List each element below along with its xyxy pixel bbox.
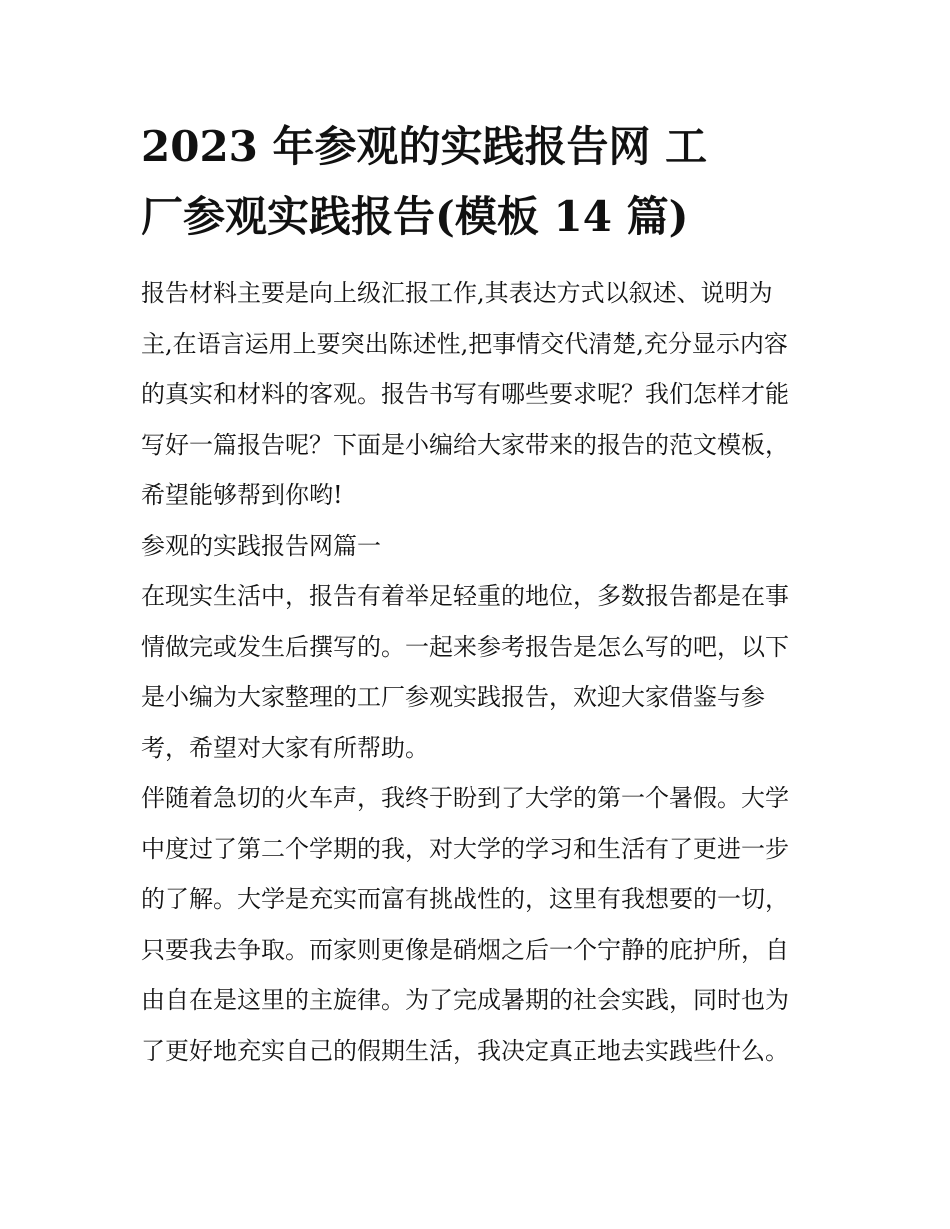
body-paragraph — [141, 571, 813, 773]
text-line: 参观的实践报告网篇一 — [141, 531, 381, 560]
document-title — [141, 112, 813, 252]
text-line: 由自在是这里的主旋律。为了完成暑期的社会实践，同时也为 — [141, 986, 789, 1014]
section-heading — [141, 521, 813, 572]
text-line: 主,在语言运用上要突出陈述性,把事情交代清楚,充分显示内容 — [141, 329, 788, 358]
document-body — [141, 268, 813, 1076]
text-line: 的真实和材料的客观。报告书写有哪些要求呢？我们怎样才能 — [141, 380, 789, 408]
text-line: 伴随着急切的火车声，我终于盼到了大学的第一个暑假。大学 — [141, 784, 789, 812]
text-line: 希望能够帮到你哟! — [141, 481, 343, 509]
text-line: 情做完或发生后撰写的。一起来参考报告是怎么写的吧，以下 — [141, 632, 789, 661]
body-paragraph — [141, 773, 813, 1076]
text-line: 了更好地充实自己的假期生活，我决定真正地去实践些什么。 — [141, 1036, 789, 1065]
text-line: 中度过了第二个学期的我，对大学的学习和生活有了更进一步 — [141, 834, 789, 863]
text-line: 是小编为大家整理的工厂参观实践报告，欢迎大家借鉴与参 — [141, 683, 765, 711]
text-line: 报告材料主要是向上级汇报工作,其表达方式以叙述、说明为 — [141, 279, 773, 307]
title-line: 厂参观实践报告(模板 14 篇) — [141, 192, 689, 241]
text-line: 写好一篇报告呢？下面是小编给大家带来的报告的范文模板， — [141, 430, 789, 459]
intro-paragraph — [141, 268, 813, 521]
text-line: 的了解。大学是充实而富有挑战性的，这里有我想要的一切， — [141, 885, 789, 913]
text-line: 在现实生活中，报告有着举足轻重的地位，多数报告都是在事 — [141, 582, 789, 610]
text-line: 只要我去争取。而家则更像是硝烟之后一个宁静的庇护所，自 — [141, 935, 789, 964]
title-line: 2023 年参观的实践报告网 工 — [141, 122, 708, 171]
document-page — [141, 112, 813, 1076]
text-line: 考，希望对大家有所帮助。 — [141, 733, 429, 762]
